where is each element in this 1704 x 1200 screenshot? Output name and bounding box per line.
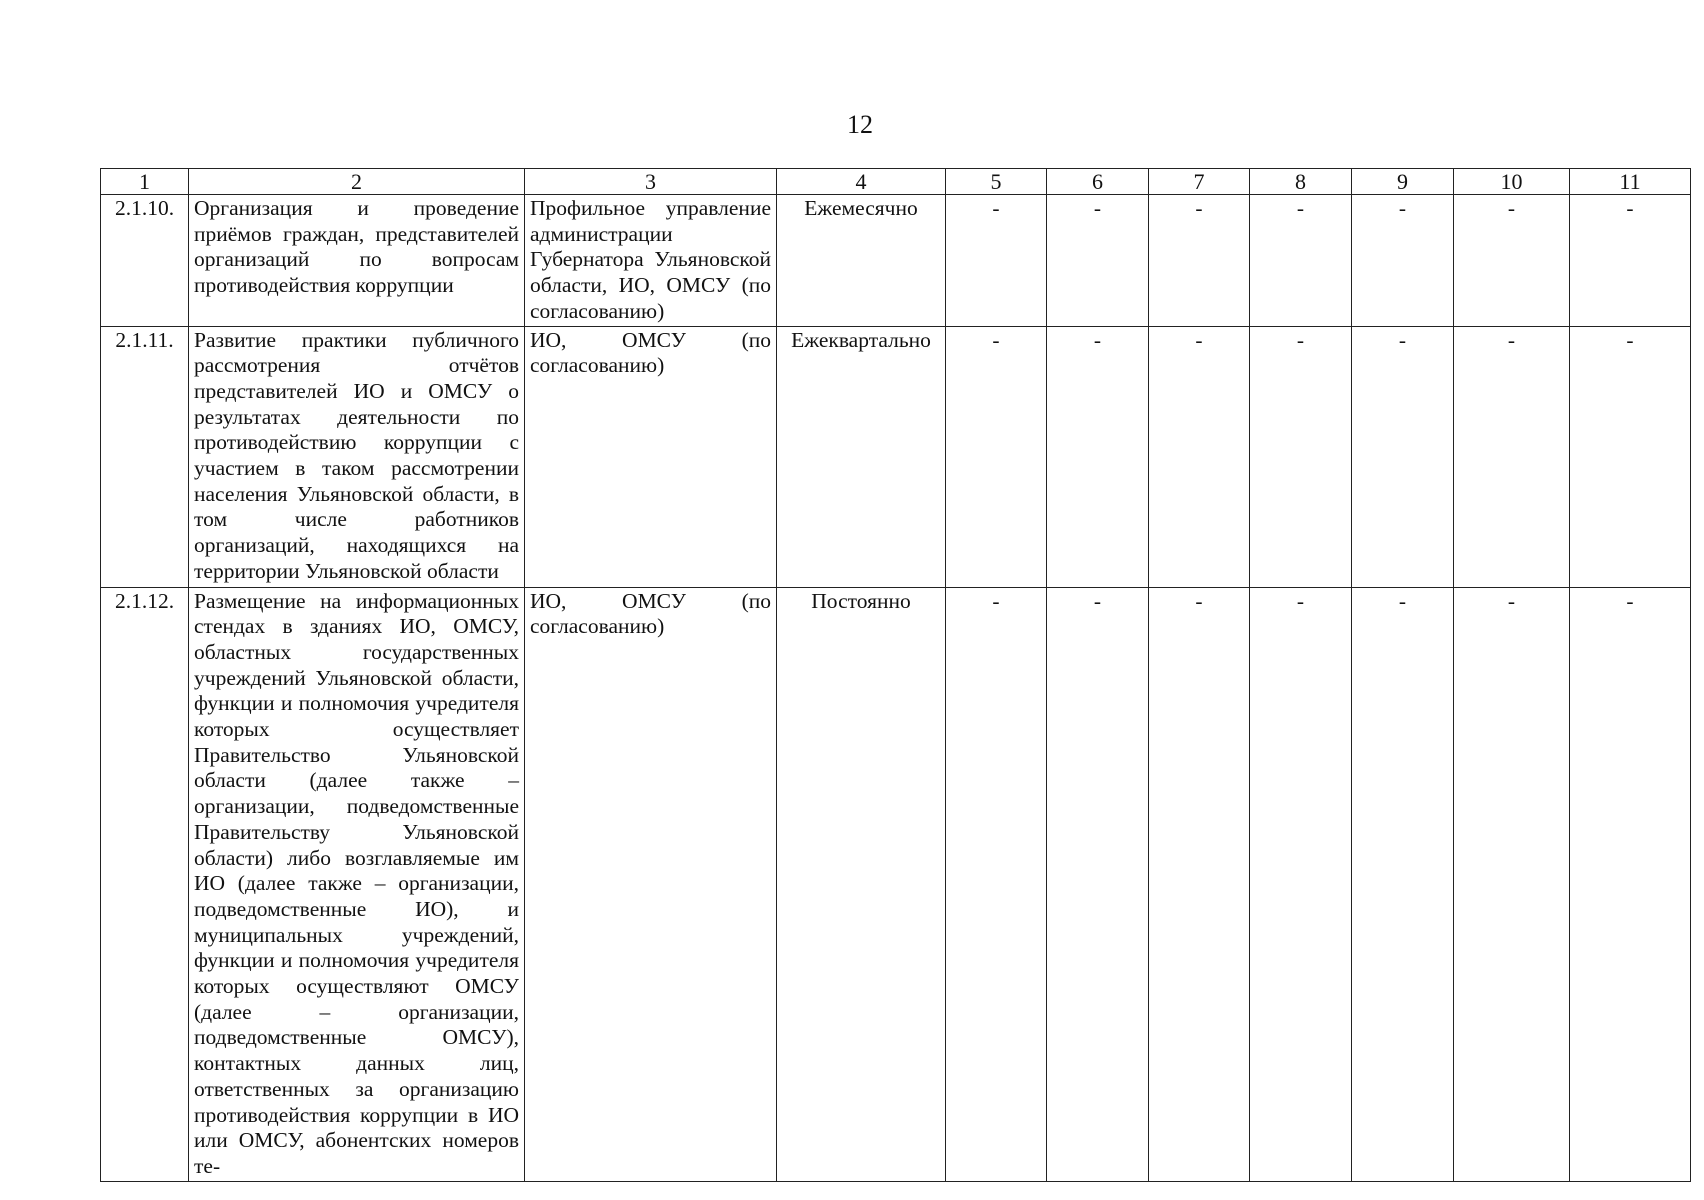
value-cell: - (1352, 587, 1454, 1181)
value-cell: - (1047, 326, 1149, 587)
value-cell: - (946, 587, 1047, 1181)
table-row (101, 587, 1691, 1181)
value-cell: - (946, 326, 1047, 587)
column-header: 5 (946, 169, 1047, 195)
header-row (101, 169, 1691, 195)
item-description: Организация и проведение приёмов граждан, представителей организаций по вопросам противодействия коррупции (189, 195, 525, 327)
column-header: 4 (777, 169, 946, 195)
column-header: 1 (101, 169, 189, 195)
item-responsible: Профильное управление администрации Губернатора Ульяновской области, ИО, ОМСУ (по согласованию) (525, 195, 777, 327)
column-header: 3 (525, 169, 777, 195)
value-cell: - (1352, 195, 1454, 327)
value-cell: - (1149, 587, 1250, 1181)
value-cell: - (1149, 326, 1250, 587)
value-cell: - (1570, 195, 1691, 327)
item-number: 2.1.11. (101, 326, 189, 587)
item-period: Ежемесячно (777, 195, 946, 327)
item-number: 2.1.12. (101, 587, 189, 1181)
column-header: 11 (1570, 169, 1691, 195)
value-cell: - (1250, 326, 1352, 587)
table-row (101, 326, 1691, 587)
value-cell: - (1454, 587, 1570, 1181)
item-description: Размещение на информационных стендах в зданиях ИО, ОМСУ, областных государственных учреждений Ульяновской области, функции и полномочия учредителя которых осуществляет Правительство Ульяновской области (далее также – организации, подведомственные Правительству Ульяновской области) либо возглавляемые им ИО (далее также – организации, подведомственные ИО), и муниципальных учреждений, функции и полномочия учредителя которых осуществляют ОМСУ (далее – организации, подведомственные ОМСУ), контактных данных лиц, ответственных за организацию противодействия коррупции в ИО или ОМСУ, абонентских номеров те- (189, 587, 525, 1181)
value-cell: - (1570, 326, 1691, 587)
item-responsible: ИО, ОМСУ (по согласованию) (525, 587, 777, 1181)
column-header: 8 (1250, 169, 1352, 195)
value-cell: - (1149, 195, 1250, 327)
item-period: Ежеквартально (777, 326, 946, 587)
item-number: 2.1.10. (101, 195, 189, 327)
item-period: Постоянно (777, 587, 946, 1181)
value-cell: - (946, 195, 1047, 327)
column-header: 7 (1149, 169, 1250, 195)
value-cell: - (1570, 587, 1691, 1181)
item-description: Развитие практики публичного рассмотрения отчётов представителей ИО и ОМСУ о результатах деятельности по противодействию коррупции с участием в таком рассмотрении населения Ульяновской области, в том числе работников организаций, находящихся на территории Ульяновской области (189, 326, 525, 587)
value-cell: - (1352, 326, 1454, 587)
column-header: 2 (189, 169, 525, 195)
value-cell: - (1047, 195, 1149, 327)
measures-table (100, 168, 1691, 1182)
table-row (101, 195, 1691, 327)
column-header: 6 (1047, 169, 1149, 195)
value-cell: - (1250, 195, 1352, 327)
column-header: 10 (1454, 169, 1570, 195)
page-number: 12 (847, 110, 873, 139)
value-cell: - (1250, 587, 1352, 1181)
value-cell: - (1454, 326, 1570, 587)
value-cell: - (1454, 195, 1570, 327)
value-cell: - (1047, 587, 1149, 1181)
item-responsible: ИО, ОМСУ (по согласованию) (525, 326, 777, 587)
column-header: 9 (1352, 169, 1454, 195)
